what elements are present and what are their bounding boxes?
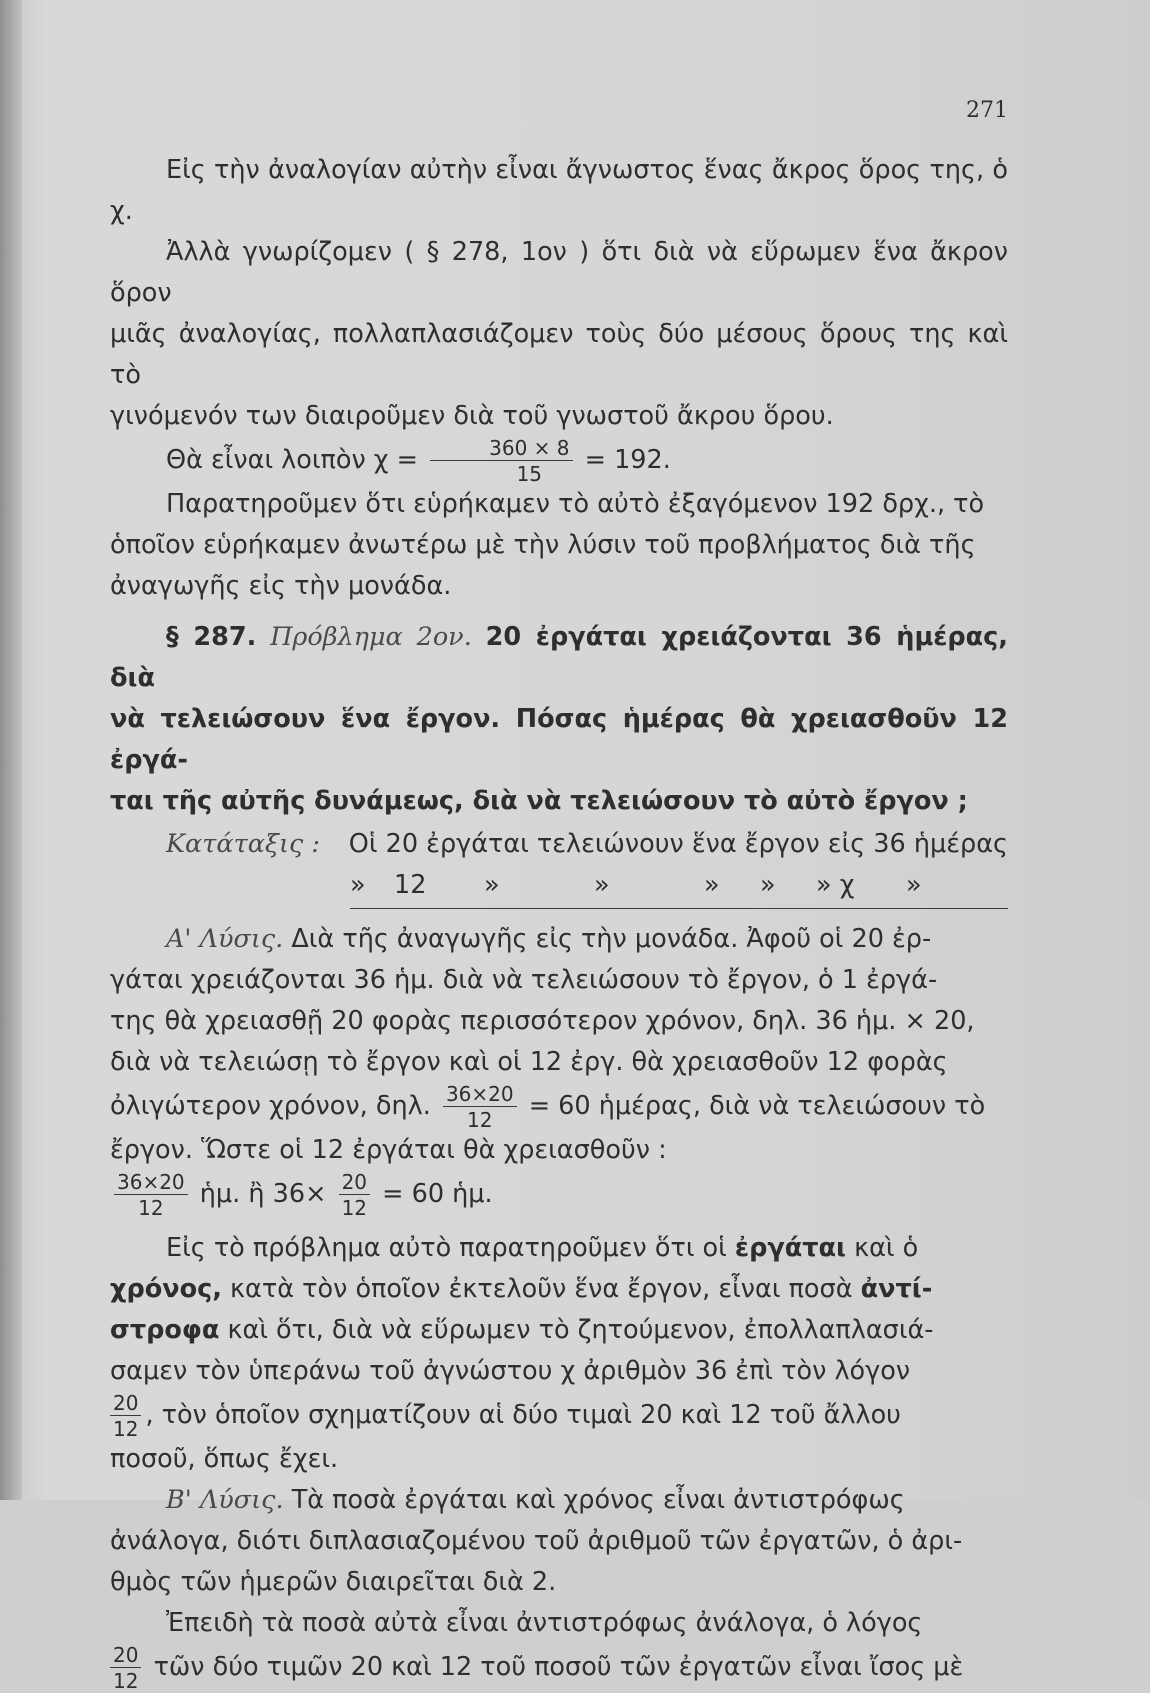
katataxis-row-1: Οἱ 20 ἐργάται τελειώνουν ἕνα ἔργον εἰς 36 ἡμέρας xyxy=(348,829,1008,859)
fraction-numerator: 360 × 8 xyxy=(430,438,572,461)
text-line: ποσοῦ, ὅπως ἔχει. xyxy=(110,1444,339,1474)
equation-prefix: Θὰ εἶναι λοιπὸν χ = xyxy=(166,445,419,475)
katataxis-row-2: » 12 » » » » » χ » xyxy=(350,865,1008,909)
paragraph-2 xyxy=(110,484,1008,607)
text-line: Ἀλλὰ γνωρίζομεν ( § 278, 1ον ) ὅτι διὰ νὰ εὕρωμεν ἕνα ἄκρον ὅρον xyxy=(110,237,1008,308)
solution-b: Β' Λύσις. Τὰ ποσὰ ἐργάται καὶ χρόνος εἶναι ἀντιστρόφως ἀνάλογα, διότι διπλασιαζομένου τοῦ ἀριθμοῦ τῶν ἐργατῶν, ὁ ἀρι- θμὸς τῶν ἡμερῶν διαιρεῖται διὰ 2. xyxy=(110,1480,1008,1603)
text-line: ἀνάλογα, διότι διπλασιαζομένου τοῦ ἀριθμοῦ τῶν ἐργατῶν, ὁ ἀρι- xyxy=(110,1526,963,1556)
problem-text: νὰ τελειώσουν ἕνα ἔργον. Πόσας ἡμέρας θὰ χρειασθοῦν 12 ἐργά- xyxy=(110,704,1008,775)
problem-statement xyxy=(110,617,1008,822)
problem-text: 20 ἐργάται χρειάζονται 36 ἡμέρας, διὰ xyxy=(110,622,1008,693)
text-line: ἀναγωγῆς εἰς τὴν μονάδα. xyxy=(110,571,452,601)
section-number: § 287. xyxy=(166,622,257,652)
page-spine-shadow xyxy=(0,0,22,1500)
equation-1 xyxy=(110,437,1008,484)
text-line: Διὰ τῆς ἀναγωγῆς εἰς τὴν μονάδα. Ἀφοῦ οἱ 20 ἐρ- xyxy=(291,924,932,954)
fraction: $\frac{20}{12}$ xyxy=(339,1172,370,1218)
paragraph-3: Εἰς τὸ πρόβλημα αὐτὸ παρατηροῦμεν ὅτι οἱ ἐργάται καὶ ὁ χρόνος, κατὰ τὸν ὁποῖον ἐκτελοῦν ἕνα ἔργον, εἶναι ποσὰ ἀντί- στροφα καὶ ὅτι, διὰ νὰ εὕρωμεν τὸ ζητούμενον, ἐπολλαπλασιά- σαμεν τὸν ὑπεράνω τοῦ ἀγνώστου χ ἀριθμὸν 36 ἐπὶ τὸν λόγον $\frac{20}{12}$ , τὸν ὁποῖον σχηματίζουν αἱ δύο τιμαὶ 20 καὶ 12 τοῦ ἄλλου ποσοῦ, ὅπως ἔχει. xyxy=(110,1228,1008,1480)
katataxis-label: Κατάταξις : xyxy=(166,829,320,859)
text-line: γάται χρειάζονται 36 ἡμ. διὰ νὰ τελειώσουν τὸ ἔργον, ὁ 1 ἐργά- xyxy=(110,965,938,995)
solution-label: Β' Λύσις. xyxy=(166,1485,284,1515)
paragraph-1 xyxy=(110,150,1008,437)
solution-a xyxy=(110,919,1008,1218)
fraction: $\frac{36\times 20}{12}$ xyxy=(443,1084,517,1130)
problem-text: ται τῆς αὐτῆς δυνάμεως, διὰ νὰ τελειώσουν τὸ αὐτὸ ἔργον ; xyxy=(110,786,968,816)
solution-label: Α' Λύσις. xyxy=(166,924,284,954)
equation-2: $\frac{36\times 20}{12}$ ἡμ. ἢ 36× $\frac{20}{12}$ = 60 ἡμ. xyxy=(110,1171,1008,1218)
page-number: 271 xyxy=(966,98,1008,123)
fraction: $\frac{36\times 20}{12}$ xyxy=(114,1172,188,1218)
text-line: ὁποῖον εὑρήκαμεν ἀνωτέρω μὲ τὴν λύσιν τοῦ προβλήματος διὰ τῆς xyxy=(110,530,976,560)
text-line: Παρατηροῦμεν ὅτι εὑρήκαμεν τὸ αὐτὸ ἐξαγόμενον 192 δρχ., τὸ xyxy=(166,489,985,519)
fraction: $\frac{20}{12}$ xyxy=(110,1645,141,1691)
text-line-with-fraction: ὀλιγώτερον χρόνον, δηλ. $\frac{36\times 20}{12}$ = 60 ἡμέρας, διὰ νὰ τελειώσουν τὸ xyxy=(110,1082,986,1132)
text-line: της θὰ χρειασθῇ 20 φορὰς περισσότερον χρόνον, δηλ. 36 ἡμ. × 20, xyxy=(110,1006,975,1036)
problem-title: Πρόβλημα 2ον. xyxy=(270,622,472,652)
text-line: Ἐπειδὴ τὰ ποσὰ αὐτὰ εἶναι ἀντιστρόφως ἀνάλογα, ὁ λόγος xyxy=(166,1608,923,1638)
text-line: Εἰς τὴν ἀναλογίαν αὐτὴν εἶναι ἄγνωστος ἕνας ἄκρος ὅρος της, ὁ χ. xyxy=(110,155,1008,226)
text-line: γινόμενόν των διαιροῦμεν διὰ τοῦ γνωστοῦ ἄκρου ὅρου. xyxy=(110,401,834,431)
paragraph-4: Ἐπειδὴ τὰ ποσὰ αὐτὰ εἶναι ἀντιστρόφως ἀνάλογα, ὁ λόγος $\frac{20}{12}$ τῶν δύο τιμῶν 20 καὶ 12 τοῦ ποσοῦ τῶν ἐργατῶν εἶναι ἴσος μὲ xyxy=(110,1603,1008,1691)
text-line: ἔργον. Ὥστε οἱ 12 ἐργάται θὰ χρειασθοῦν : xyxy=(110,1135,667,1165)
fraction-denominator: 15 xyxy=(516,462,543,486)
text-line: σαμεν τὸν ὑπεράνω τοῦ ἀγνώστου χ ἀριθμὸν 36 ἐπὶ τὸν λόγον xyxy=(110,1356,911,1386)
text-line: διὰ νὰ τελειώσῃ τὸ ἔργον καὶ οἱ 12 ἐργ. θὰ χρειασθοῦν 12 φορὰς xyxy=(110,1047,948,1077)
equation-suffix: = 192. xyxy=(584,445,671,475)
text-line: μιᾶς ἀναλογίας, πολλαπλασιάζομεν τοὺς δύο μέσους ὅρους της καὶ τὸ xyxy=(110,319,1008,390)
text-line: θμὸς τῶν ἡμερῶν διαιρεῖται διὰ 2. xyxy=(110,1567,557,1597)
page-content xyxy=(110,150,1008,1691)
fraction xyxy=(430,438,572,484)
fraction: $\frac{20}{12}$ xyxy=(110,1393,141,1439)
problem-heading xyxy=(110,617,1008,699)
katataxis-table xyxy=(110,824,1008,909)
